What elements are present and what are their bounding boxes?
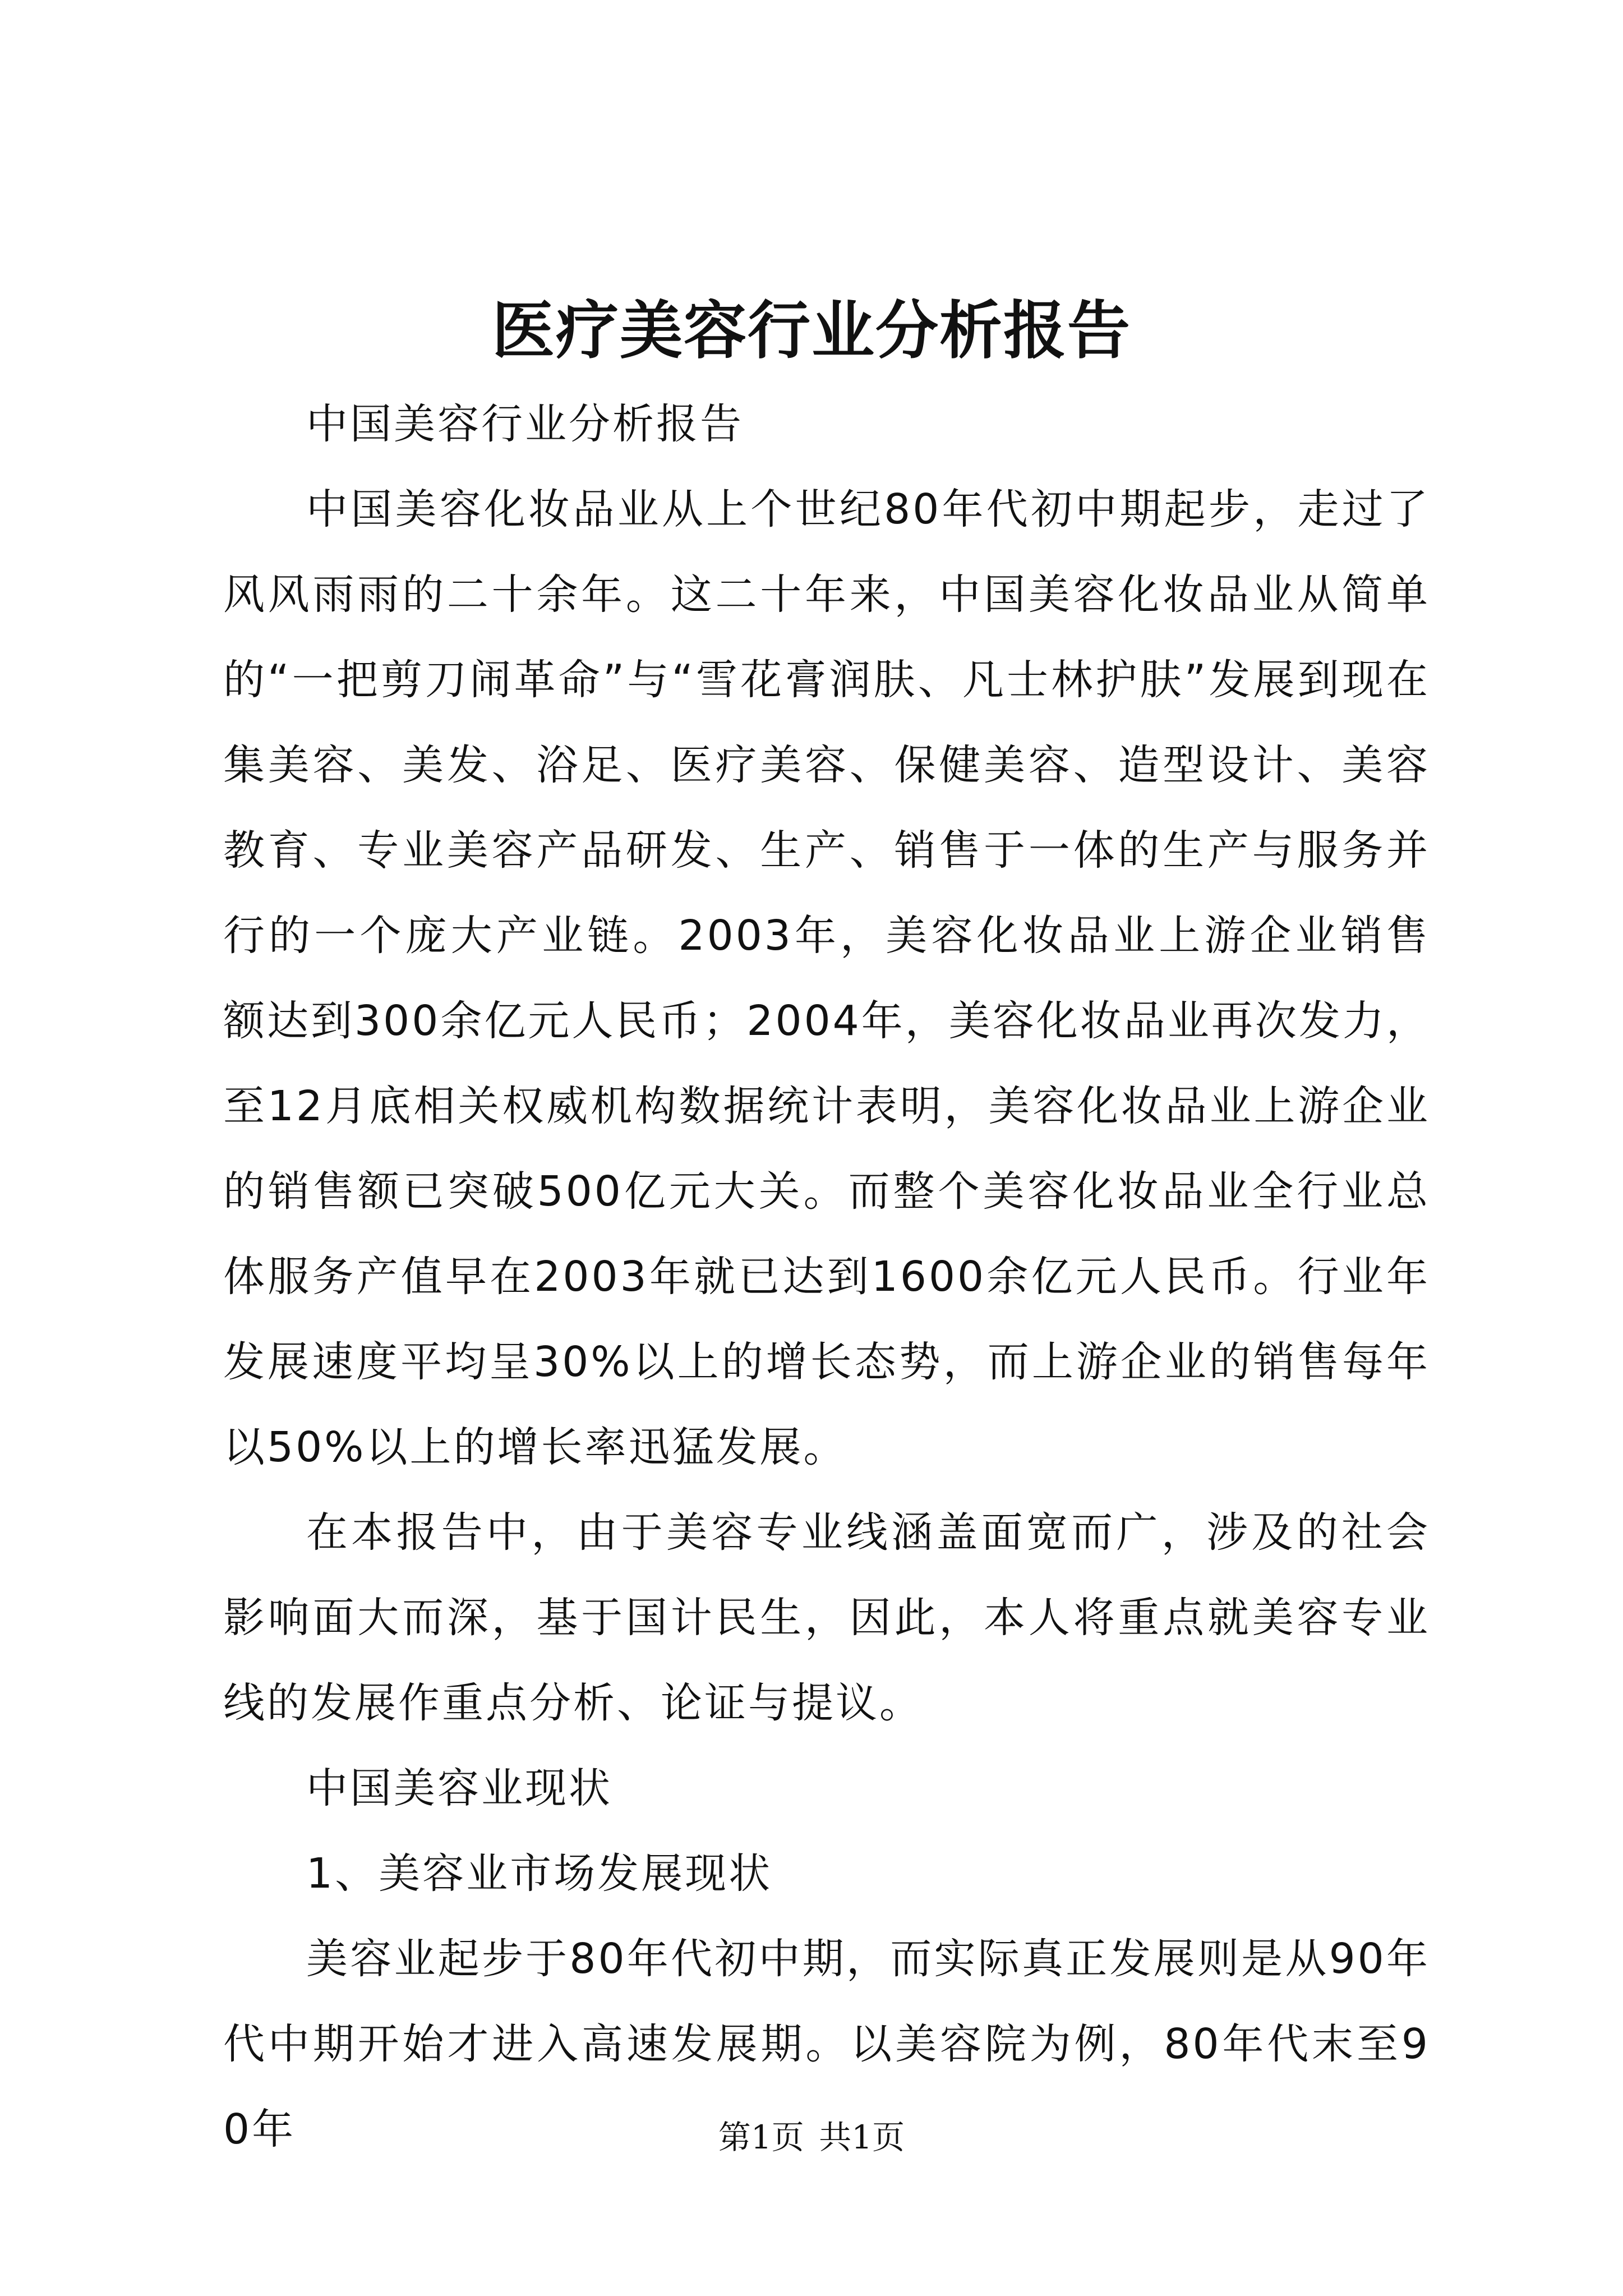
document-body — [223, 381, 1430, 2172]
paragraph-subtitle: 中国美容行业分析报告 — [306, 400, 744, 448]
paragraph-market-status: 美容业起步于80年代初中期，而实际真正发展则是从90年代中期开始才进入高速发展期。以美容院为例，80年代末至90年 — [223, 1935, 1430, 2154]
subsection-heading-market: 1、美容业市场发展现状 — [306, 1849, 773, 1898]
paragraph-report-scope: 在本报告中，由于美容专业线涵盖面宽而广，涉及的社会影响面大而深，基于国计民生，因此，本人将重点就美容专业线的发展作重点分析、论证与提议。 — [223, 1508, 1430, 1727]
section-heading-status: 中国美容业现状 — [306, 1764, 612, 1812]
page-number-footer: 第1页 共1页 — [718, 2118, 905, 2156]
paragraph-industry-history: 中国美容化妆品业从上个世纪80年代初中期起步，走过了风风雨雨的二十余年。这二十年来，中国美容化妆品业从简单的“一把剪刀闹革命”与“雪花膏润肤、凡士林护肤”发展到现在集美容、美发、浴足、医疗美容、保健美容、造型设计、美容教育、专业美容产品研发、生产、销售于一体的生产与服务并行的一个庞大产业链。2003年，美容化妆品业上游企业销售额达到300余亿元人民币；2004年，美容化妆品业再次发力，至12月底相关权威机构数据统计表明，美容化妆品业上游企业的销售额已突破500亿元大关。而整个美容化妆品业全行业总体服务产值早在2003年就已达到1600余亿元人民币。行业年发展速度平均呈30%以上的增长态势，而上游企业的销售每年以50%以上的增长率迅猛发展。 — [223, 485, 1430, 1471]
document-title: 医疗美容行业分析报告 — [492, 294, 1131, 367]
